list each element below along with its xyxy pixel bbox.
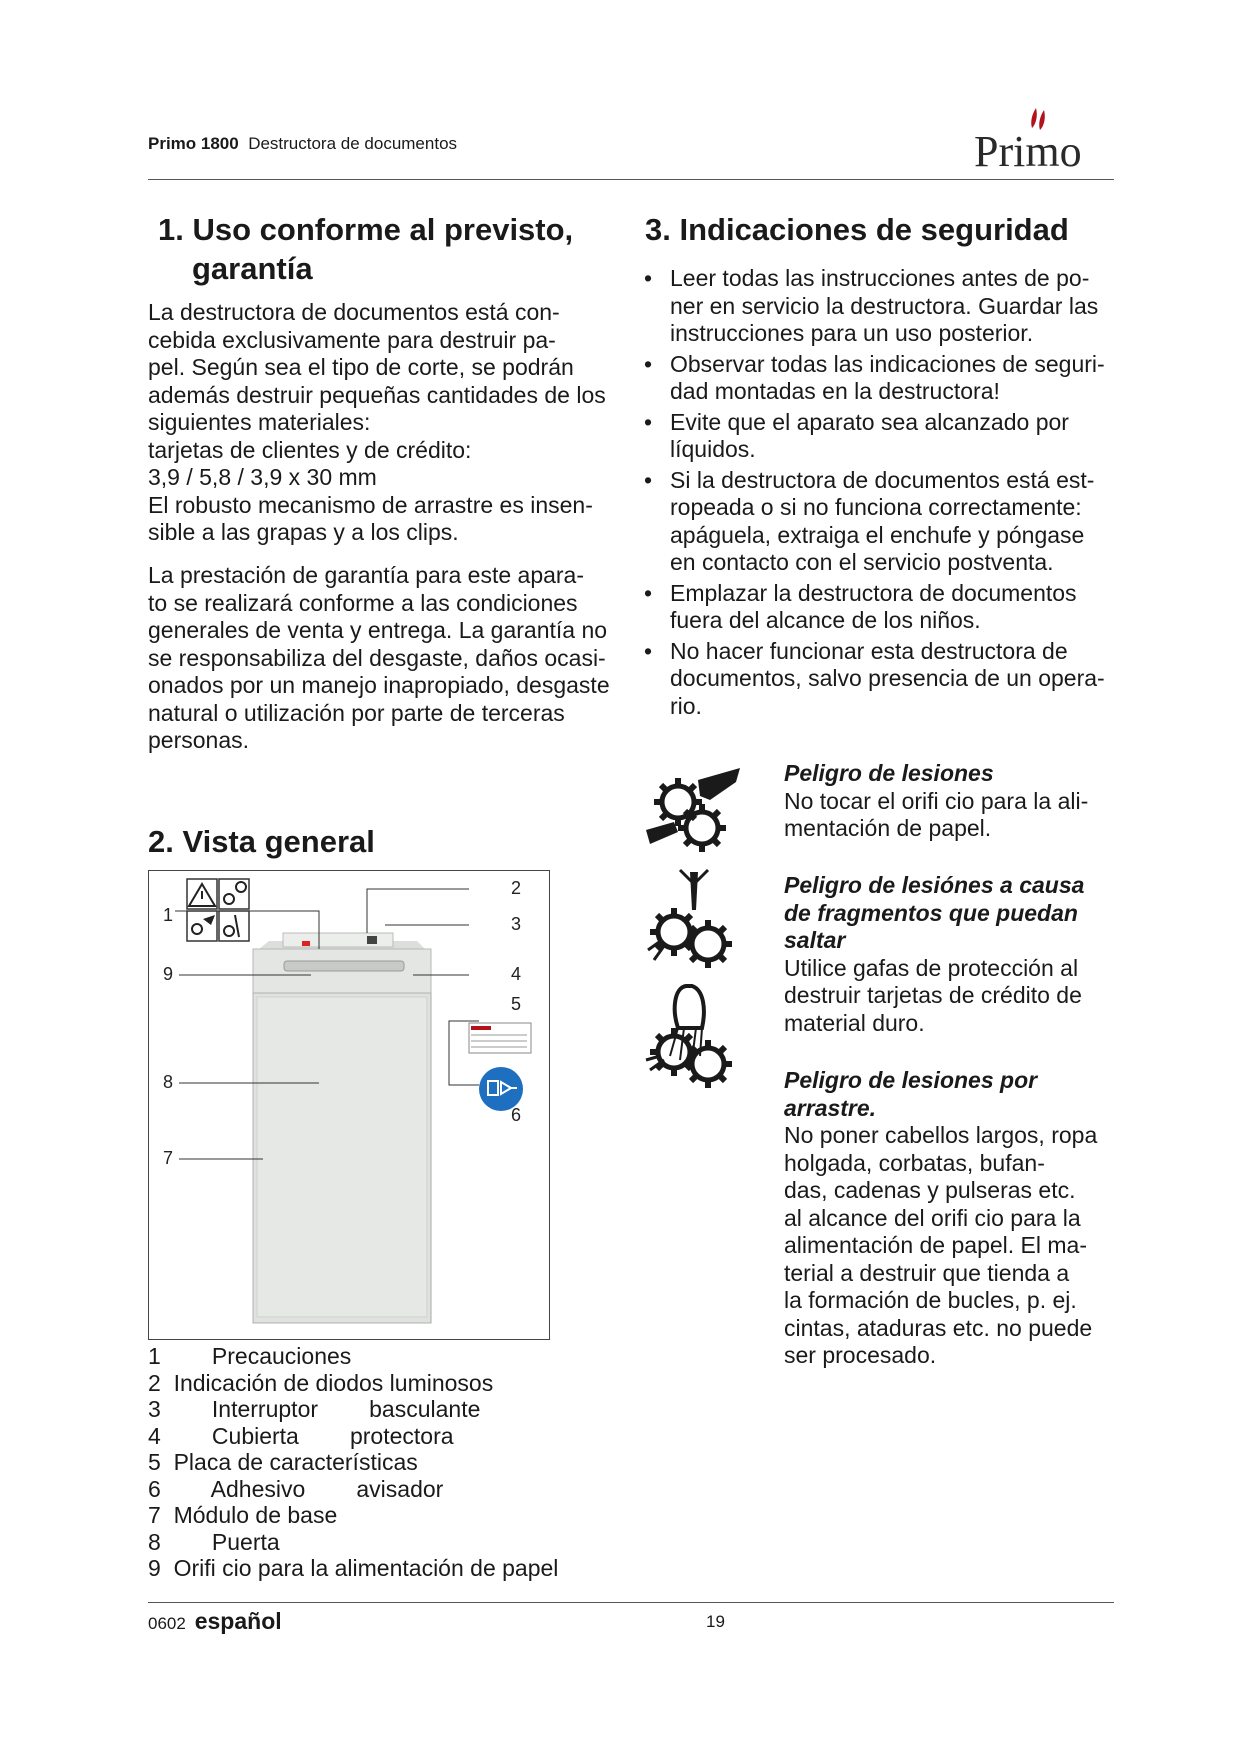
- led-indicator: [302, 941, 310, 946]
- legend-item: 6 Adhesivo avisador: [148, 1475, 444, 1502]
- footer-rule: [148, 1602, 1114, 1603]
- text-line: holgada, corbatas, bufan-: [784, 1149, 1045, 1176]
- product-name: Primo 1800: [148, 134, 239, 153]
- diagram-label-8: 8: [163, 1072, 174, 1092]
- text-line: se responsabiliza del desgaste, daños ocasi-: [148, 644, 606, 671]
- legend-item: 1 Precauciones: [148, 1343, 352, 1369]
- text-line: la formación de bucles, p. ej.: [784, 1287, 1077, 1313]
- text-line: en contacto con el servicio postventa.: [670, 549, 1054, 575]
- text-line: material duro.: [784, 1009, 925, 1036]
- text-line: • No hacer funcionar esta destructora de: [670, 637, 1068, 664]
- text-line: generales de venta y entrega. La garantía no: [148, 617, 608, 643]
- diagram-label-5: 5: [511, 994, 522, 1014]
- warning-title: saltar: [784, 927, 846, 953]
- text-line: La prestación de garantía para este apara-: [148, 562, 585, 588]
- text-line: No tocar el orifi cio para la ali-: [784, 787, 1089, 814]
- section1-heading-line1: 1. Uso conforme al previsto,: [158, 212, 574, 247]
- diagram-label-3: 3: [511, 914, 522, 934]
- safety-item: [642, 409, 1122, 464]
- text-line: ner en servicio la destructora. Guardar las: [670, 292, 1099, 319]
- legend-item: 9 Orifi cio para la alimentación de papel: [148, 1555, 559, 1581]
- logo-bean-left: [1031, 108, 1037, 128]
- shredder-illustration: [149, 871, 549, 1339]
- text-line: mentación de papel.: [784, 815, 992, 841]
- text-line: pel. Según sea el tipo de corte, se podrán: [148, 354, 574, 380]
- section1-heading: [158, 210, 573, 288]
- hair-entanglement-icon: [646, 986, 732, 1088]
- section1-paragraph-1: [148, 299, 628, 547]
- text-line: onados por un manejo inapropiado, desgaste: [148, 672, 610, 698]
- safety-item: [642, 638, 1122, 721]
- text-line: siguientes materiales:: [148, 409, 371, 435]
- shredder-machine: [253, 933, 431, 1323]
- footer-language: español: [194, 1608, 282, 1634]
- logo-text: Primo: [974, 127, 1082, 174]
- diagram-label-7: 7: [163, 1148, 174, 1168]
- hand-injury-icon: [646, 768, 740, 852]
- text-line: dad montadas en la destructora!: [670, 378, 1000, 404]
- warning-entanglement: [784, 1067, 1114, 1370]
- text-line: ropeada o si no funciona correctamente:: [670, 494, 1082, 520]
- legend-item: 5 Placa de características: [148, 1449, 418, 1475]
- diagram-label-4: 4: [511, 964, 522, 984]
- warning-flying-fragments: [784, 872, 1114, 1037]
- diagram-label-6: 6: [511, 1105, 522, 1125]
- text-line: además destruir pequeñas cantidades de los: [148, 381, 606, 408]
- diagram-label-1: 1: [163, 905, 174, 925]
- text-line: al alcance del orifi cio para la: [784, 1204, 1081, 1231]
- text-line: El robusto mecanismo de arrastre es insen-: [148, 491, 593, 518]
- text-line: sible a las grapas y a los clips.: [148, 519, 459, 545]
- text-line: • Si la destructora de documentos está est-: [670, 466, 1095, 493]
- legend-item: 2 Indicación de diodos luminosos: [148, 1369, 494, 1396]
- safety-item: [642, 265, 1122, 348]
- overview-legend: [148, 1343, 628, 1582]
- text-line: alimentación de papel. El ma-: [784, 1232, 1087, 1258]
- text-line: tarjetas de clientes y de crédito:: [148, 436, 472, 463]
- text-line: das, cadenas y pulseras etc.: [784, 1177, 1076, 1203]
- overview-diagram: [148, 870, 550, 1340]
- text-line: documentos, salvo presencia de un opera-: [670, 665, 1105, 691]
- rating-plate: [469, 1023, 531, 1053]
- safety-item: [642, 351, 1122, 406]
- text-line: líquidos.: [670, 436, 756, 462]
- text-line: instrucciones para un uso posterior.: [670, 320, 1034, 346]
- header-product: [148, 134, 457, 154]
- footer-code: 0602: [148, 1614, 186, 1633]
- warning-title: Peligro de lesiones: [784, 760, 994, 786]
- warning-title: Peligro de lesiones por: [784, 1067, 1038, 1093]
- text-line: natural o utilización por parte de terceras: [148, 699, 565, 726]
- page-number: 19: [706, 1612, 725, 1631]
- text-line: • Leer todas las instrucciones antes de po-: [670, 265, 1090, 291]
- text-line: apáguela, extraiga el enchufe y póngase: [670, 521, 1085, 548]
- text-line: terial a destruir que tienda a: [784, 1259, 1070, 1286]
- text-line: personas.: [148, 727, 250, 753]
- flying-fragments-icon: [648, 870, 732, 968]
- precaution-pictograms: [187, 879, 249, 941]
- text-line: fuera del alcance de los niños.: [670, 607, 981, 633]
- warning-title: arrastre.: [784, 1094, 877, 1121]
- hazard-pictograms: [640, 760, 750, 1100]
- warning-title: de fragmentos que puedan: [784, 899, 1078, 926]
- footer-left: [148, 1608, 282, 1635]
- text-line: La destructora de documentos está con-: [148, 299, 560, 325]
- section2-heading: 2. Vista general: [148, 824, 375, 859]
- safety-item: [642, 580, 1122, 635]
- legend-item: 7 Módulo de base: [148, 1502, 338, 1528]
- text-line: rio.: [670, 692, 702, 719]
- text-line: No poner cabellos largos, ropa: [784, 1122, 1098, 1148]
- warning-hand-injury: [784, 760, 1114, 843]
- primo-logo: [970, 104, 1110, 174]
- warning-title: Peligro de lesiónes a causa: [784, 872, 1085, 898]
- text-line: ser procesado.: [784, 1342, 937, 1368]
- text-line: • Evite que el aparato sea alcanzado por: [670, 408, 1069, 435]
- legend-item: 8 Puerta: [148, 1528, 280, 1555]
- legend-item: 3 Interruptor basculante: [148, 1396, 481, 1422]
- diagram-label-2: 2: [511, 878, 522, 898]
- header-rule: [148, 179, 1114, 180]
- text-line: Utilice gafas de protección al: [784, 954, 1079, 981]
- text-line: 3,9 / 5,8 / 3,9 x 30 mm: [148, 464, 377, 490]
- product-description: Destructora de documentos: [248, 134, 458, 153]
- section1-heading-line2: garantía: [192, 251, 313, 286]
- text-line: destruir tarjetas de crédito de: [784, 982, 1082, 1008]
- rocker-switch: [367, 936, 377, 944]
- safety-item: [642, 467, 1122, 577]
- section1-paragraph-2: [148, 562, 628, 755]
- text-line: • Observar todas las indicaciones de seguri-: [670, 350, 1105, 377]
- legend-item: 4 Cubierta protectora: [148, 1422, 454, 1449]
- section3-heading: 3. Indicaciones de seguridad: [645, 212, 1069, 247]
- text-line: to se realizará conforme a las condiciones: [148, 589, 578, 616]
- text-line: cebida exclusivamente para destruir pa-: [148, 326, 556, 353]
- text-line: • Emplazar la destructora de documentos: [670, 579, 1077, 606]
- safety-list: [642, 265, 1122, 723]
- diagram-label-9: 9: [163, 964, 174, 984]
- text-line: cintas, ataduras etc. no puede: [784, 1314, 1093, 1341]
